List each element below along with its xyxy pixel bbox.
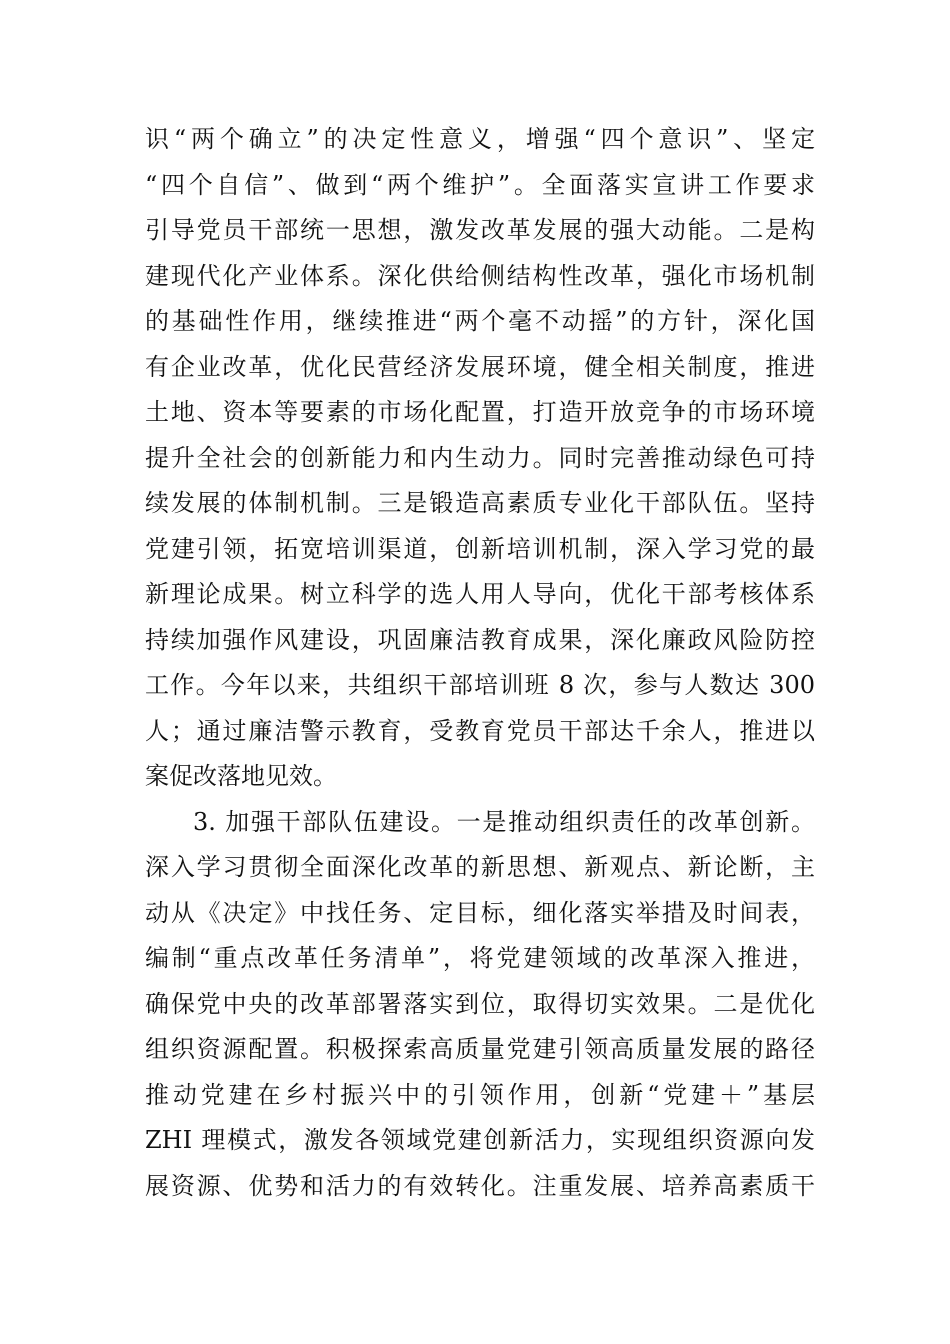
text-line-11: 新理论成果。树立科学的选人用人导向，优化干部考核体系 — [145, 580, 815, 608]
text-line-9: 续发展的体制机制。三是锻造高素质专业化干部队伍。坚持 — [145, 489, 815, 517]
text-line-18: 动从《决定》中找任务、定目标，细化落实举措及时间表， — [145, 898, 815, 927]
text-line-13: 工作。今年以来，共组织干部培训班 8 次，参与人数达 300 — [145, 671, 815, 699]
text-line-15: 案促改落地见效。 — [145, 762, 337, 790]
text-line-23: ZHI 理模式，激发各领域党建创新活力，实现组织资源向发 — [145, 1126, 815, 1154]
text-line-20: 确保党中央的改革部署落实到位，取得切实效果。二是优化 — [145, 989, 815, 1018]
text-line-6: 有企业改革，优化民营经济发展环境，健全相关制度，推进 — [145, 352, 815, 381]
text-line-22: 推动党建在乡村振兴中的引领作用，创新“党建＋”基层 — [145, 1080, 815, 1109]
text-line-10: 党建引领，拓宽培训渠道，创新培训机制，深入学习党的最 — [145, 534, 815, 563]
text-line-8: 提升全社会的创新能力和内生动力。同时完善推动绿色可持 — [145, 443, 815, 472]
text-line-14: 人；通过廉洁警示教育，受教育党员干部达千余人，推进以 — [145, 716, 815, 745]
text-line-17: 深入学习贯彻全面深化改革的新思想、新观点、新论断，主 — [145, 853, 815, 881]
text-line-3: 引导党员干部统一思想，激发改革发展的强大动能。二是构 — [145, 216, 815, 244]
text-line-5: 的基础性作用，继续推进“两个毫不动摇”的方针，深化国 — [145, 307, 815, 335]
text-line-21: 组织资源配置。积极探索高质量党建引领高质量发展的路径 — [145, 1035, 815, 1063]
text-line-2: “四个自信”、做到“两个维护”。全面落实宣讲工作要求 — [145, 170, 815, 199]
text-line-12: 持续加强作风建设，巩固廉洁教育成果，深化廉政风险防控 — [145, 625, 815, 654]
section-heading-line: 3. 加强干部队伍建设。一是推动组织责任的改革创新。 — [193, 807, 815, 836]
body-text — [145, 117, 815, 1209]
text-line-7: 土地、资本等要素的市场化配置，打造开放竞争的市场环境 — [145, 398, 815, 426]
text-line-1: 识“两个确立”的决定性意义，增强“四个意识”、坚定 — [145, 125, 815, 153]
text-line-19: 编制“重点改革任务清单”，将党建领域的改革深入推进， — [145, 944, 815, 972]
text-line-4: 建现代化产业体系。深化供给侧结构性改革，强化市场机制 — [145, 261, 815, 290]
text-line-24: 展资源、优势和活力的有效转化。注重发展、培养高素质干 — [145, 1171, 815, 1200]
